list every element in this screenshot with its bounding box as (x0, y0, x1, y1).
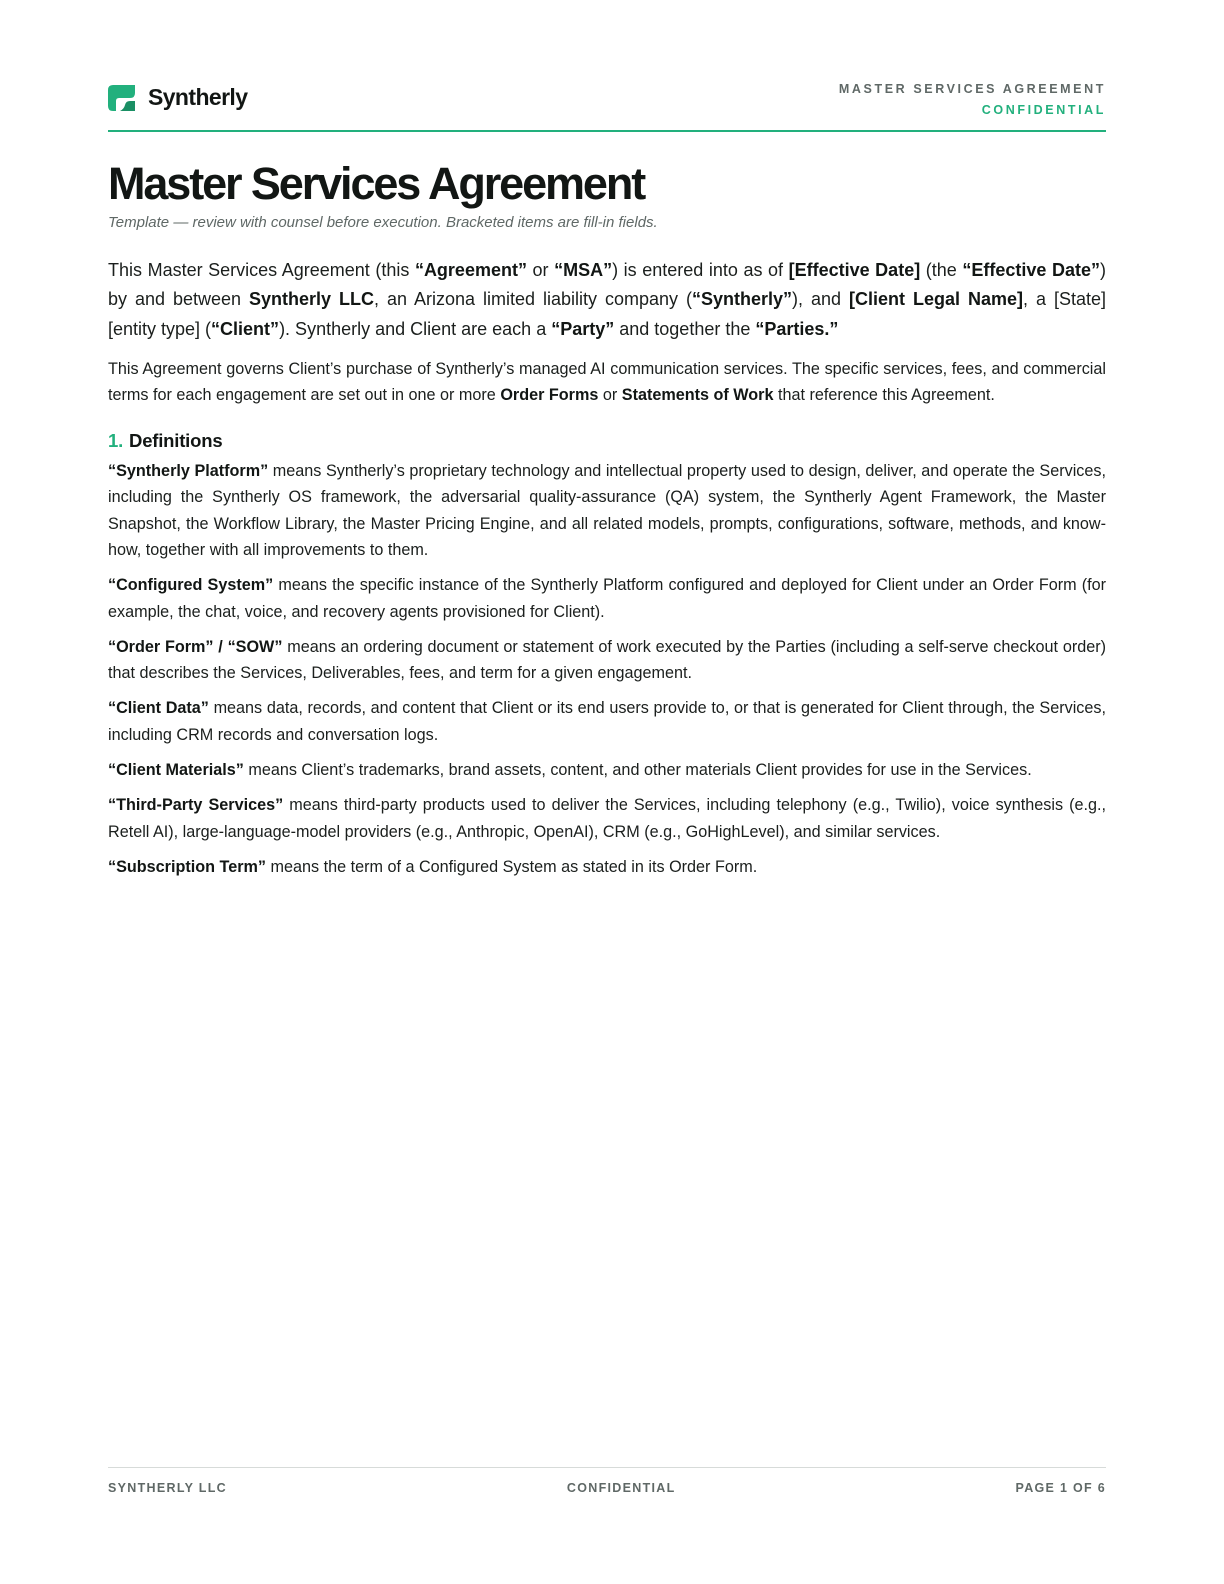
text-run: or (526, 260, 555, 280)
defined-term: “Client” (211, 318, 280, 339)
text-run: or (598, 386, 622, 405)
definition-text: means the specific instance of the Syntherly Platform configured and deployed for Client under an Order Form (for example, the chat, voice, and recovery agents provisioned for Client). (108, 576, 1106, 621)
header-labels (839, 80, 1106, 119)
defined-term: “MSA” (554, 260, 613, 280)
text-run: (the (920, 260, 963, 280)
text-run: that reference this Agreement. (773, 386, 995, 405)
definition-text: means Client’s trademarks, brand assets, content, and other materials Client provides for use in the Services. (243, 761, 1032, 780)
definition-item (108, 572, 1106, 625)
confidential-label: CONFIDENTIAL (981, 103, 1106, 117)
defined-term: Order Forms (500, 386, 599, 405)
text-run: and together the (614, 318, 756, 339)
definitions-list (108, 458, 1106, 880)
text-run: ) by and between (108, 260, 1106, 310)
text-run: ), and (792, 289, 850, 310)
defined-term: Statements of Work (621, 386, 774, 405)
definition-term: “Client Materials” (108, 761, 244, 780)
defined-term: “Agreement” (414, 260, 527, 280)
intro-paragraph-2 (108, 356, 1106, 409)
definition-item (108, 854, 1106, 880)
text-run: This Master Services Agreement (this (108, 260, 415, 280)
definition-text: means third-party products used to deliver the Services, including telephony (e.g., Twilio), voice synthesis (e.g., Retell AI), large-language-model providers (e.g., Anthropic, OpenAI), CRM (e.g., GoHighLevel), and similar services. (108, 796, 1106, 841)
defined-term: Syntherly LLC (249, 289, 375, 310)
footer-company: SYNTHERLY LLC (108, 1481, 227, 1495)
document-subtitle: Template — review with counsel before execution. Bracketed items are fill-in fields. (108, 214, 658, 231)
footer-page-number: PAGE 1 OF 6 (1015, 1481, 1106, 1495)
definition-item (108, 458, 1106, 563)
document-page (108, 0, 1106, 1584)
document-type-label: MASTER SERVICES AGREEMENT (838, 82, 1106, 96)
definition-term: “Client Data” (108, 699, 209, 718)
definition-item (108, 634, 1106, 687)
defined-term: “Effective Date” (962, 260, 1100, 280)
page-header (108, 78, 1106, 132)
defined-term: [Client Legal Name] (849, 289, 1024, 310)
section-heading-definitions (108, 428, 1106, 454)
text-run: ). Syntherly and Client are each a (279, 318, 552, 339)
footer-confidential: CONFIDENTIAL (566, 1481, 676, 1495)
definition-text: means data, records, and content that Client or its end users provide to, or that is generated for Client through, the Services, including CRM records and conversation logs. (108, 699, 1106, 744)
definition-term: “Subscription Term” (108, 857, 266, 876)
definition-text: means an ordering document or statement of work executed by the Parties (including a self-serve checkout order) that describes the Services, Deliverables, fees, and term for a given engagement. (108, 637, 1106, 683)
intro-paragraph-1 (108, 256, 1106, 344)
defined-term: “Syntherly” (692, 289, 793, 310)
definition-term: “Third-Party Services” (108, 796, 284, 815)
document-body (108, 256, 1106, 880)
brand-name: Syntherly (148, 84, 248, 110)
definition-term: “Order Form” / “SOW” (108, 637, 283, 656)
definition-item (108, 792, 1106, 845)
definition-text: means the term of a Configured System as stated in its Order Form. (266, 857, 758, 876)
document-title: Master Services Agreement (108, 158, 645, 209)
text-run: ) is entered into as of (612, 260, 789, 280)
text-run: , a [State] [entity type] ( (108, 289, 1107, 339)
definition-term: “Syntherly Platform” (108, 462, 269, 481)
text-run: This Agreement governs Client’s purchase of Syntherly’s managed AI communication services. The specific services, fees, and commercial terms for each engagement are set out in one or more (108, 359, 1106, 405)
section-title: Definitions (129, 430, 223, 452)
page-footer (108, 1467, 1106, 1495)
defined-term: “Parties.” (755, 318, 839, 339)
text-run: , an Arizona limited liability company ( (374, 289, 693, 310)
syntherly-logo-icon (108, 85, 135, 111)
brand-logo (108, 84, 247, 111)
defined-term: “Party” (551, 318, 615, 339)
section-number: 1. (108, 430, 124, 452)
definition-text: means Syntherly’s proprietary technology and intellectual property used to design, deliver, and operate the Services, including the Syntherly OS framework, the adversarial quality-assurance (QA) system, the Syntherly Agent Framework, the Master Snapshot, the Workflow Library, the Master Pricing Engine, and all related models, prompts, configurations, software, methods, and know-how, together with all improvements to them. (108, 462, 1106, 559)
definition-item (108, 757, 1106, 783)
definition-term: “Configured System” (108, 576, 274, 595)
definition-item (108, 695, 1106, 748)
defined-term: [Effective Date] (788, 260, 921, 280)
